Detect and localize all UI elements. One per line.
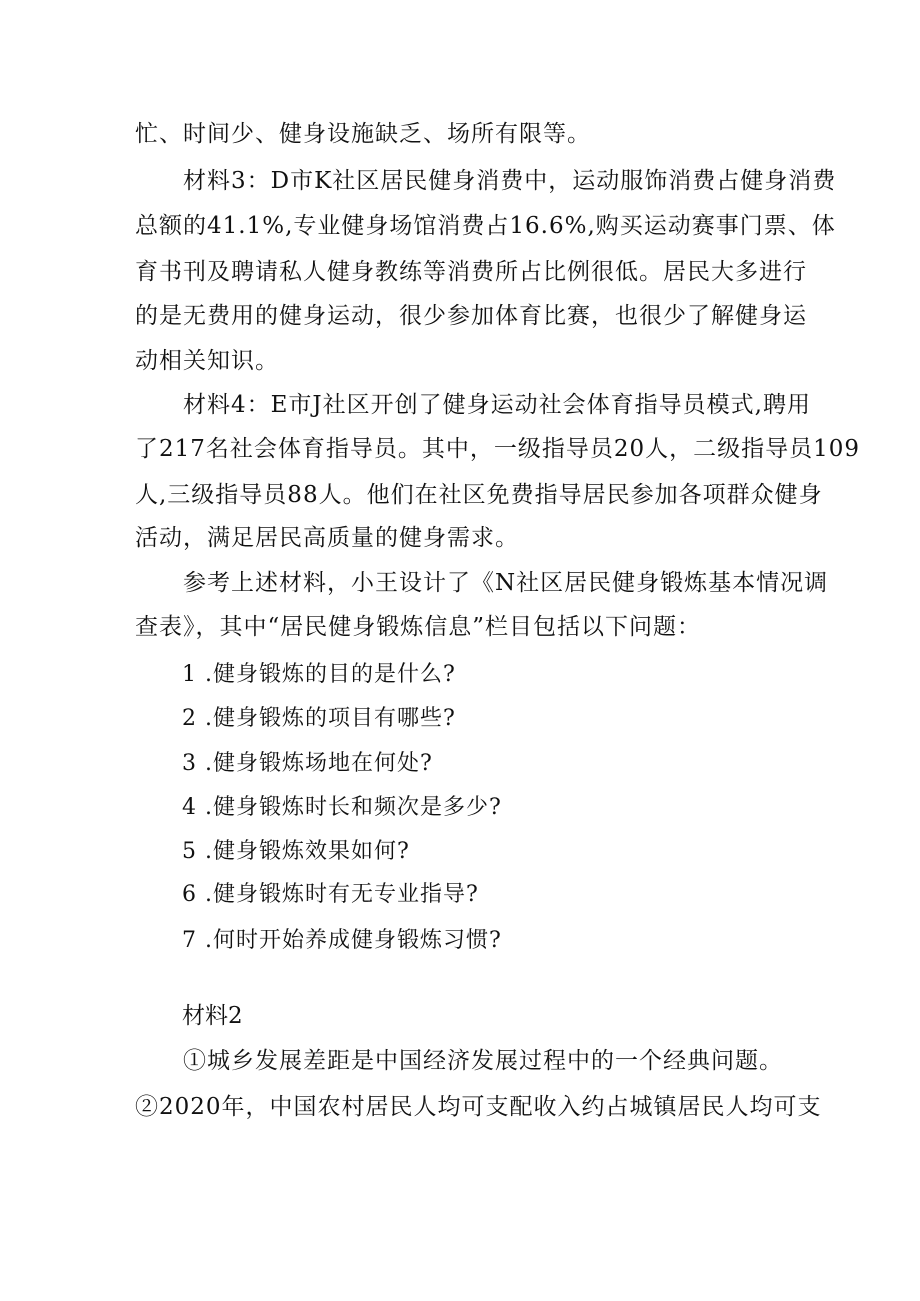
paragraph-line: 了217名社会体育指导员。其中，一级指导员20人，二级指导员109	[135, 436, 861, 462]
question-item: 5 .健身锻炼效果如何?	[182, 839, 410, 864]
section-line: ②2020年，中国农村居民人均可支配收入约占城镇居民人均可支	[135, 1094, 822, 1120]
question-item: 7 .何时开始养成健身锻炼习惯?	[182, 928, 502, 953]
material-4-line: 材料4：E市J社区开创了健身运动社会体育指导员模式,聘用	[183, 392, 811, 418]
paragraph-line: 查表》，其中“居民健身锻炼信息”栏目包括以下问题：	[135, 614, 702, 640]
paragraph-line: 育书刊及聘请私人健身教练等消费所占比例很低。居民大多进行	[135, 259, 807, 285]
paragraph-line: 动相关知识。	[135, 348, 279, 374]
paragraph-line: 总额的41.1%,专业健身场馆消费占16.6%,购买运动赛事门票、体	[135, 213, 836, 239]
paragraph-line: 的是无费用的健身运动，很少参加体育比赛，也很少了解健身运	[135, 303, 807, 329]
question-item: 1 .健身锻炼的目的是什么?	[182, 662, 456, 687]
section-heading: 材料2	[182, 1003, 243, 1029]
question-item: 2 .健身锻炼的项目有哪些?	[182, 706, 456, 731]
paragraph-line: 人,三级指导员88人。他们在社区免费指导居民参加各项群众健身	[135, 482, 823, 508]
material-3-line: 材料3：D市K社区居民健身消费中，运动服饰消费占健身消费	[183, 168, 837, 194]
question-item: 4 .健身锻炼时长和频次是多少?	[182, 795, 502, 820]
paragraph-line: 活动，满足居民高质量的健身需求。	[135, 525, 519, 551]
survey-intro-line: 参考上述材料，小王设计了《N社区居民健身锻炼基本情况调	[183, 570, 829, 596]
paragraph-line: 忙、时间少、健身设施缺乏、场所有限等。	[135, 121, 591, 147]
section-line: ①城乡发展差距是中国经济发展过程中的一个经典问题。	[183, 1048, 783, 1074]
question-item: 6 .健身锻炼时有无专业指导?	[182, 882, 479, 907]
question-item: 3 .健身锻炼场地在何处?	[182, 751, 433, 776]
